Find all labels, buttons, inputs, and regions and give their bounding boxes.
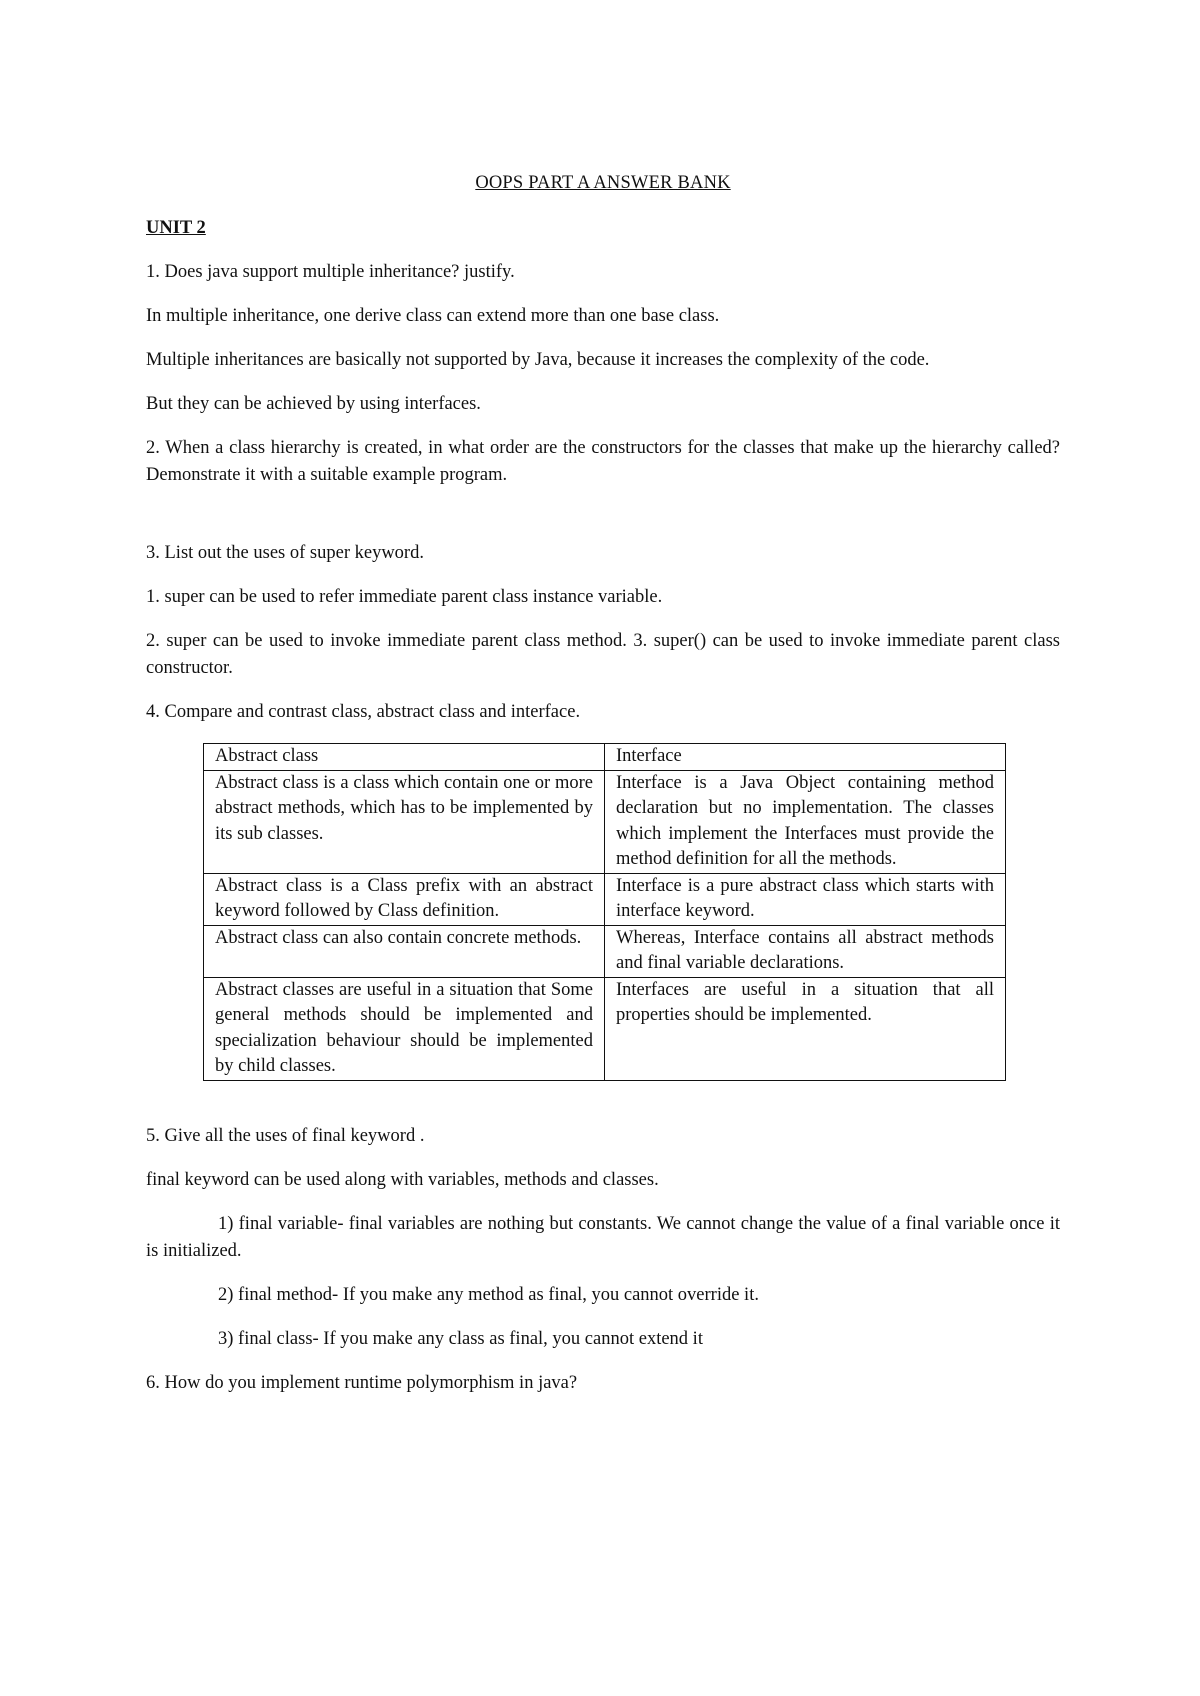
table-cell: Interface is a Java Object containing method declaration but no implementation. The classes which implement the Interfaces must provide the method definition for all the methods. (605, 770, 1006, 873)
question-2: 2. When a class hierarchy is created, in what order are the constructors for the classes that make up the hierarchy called? Demonstrate it with a suitable example program. (146, 438, 1060, 485)
table-header-row (204, 744, 1006, 771)
table-cell: Abstract class is a class which contain one or more abstract methods, which has to be implemented by its sub classes. (204, 770, 605, 873)
table-header-cell: Abstract class (204, 744, 605, 771)
question-4: 4. Compare and contrast class, abstract class and interface. (146, 702, 581, 722)
table-row (204, 770, 1006, 873)
question-5: 5. Give all the uses of final keyword . (146, 1125, 425, 1146)
answer-5-item-3: 3) final class- If you make any class as final, you cannot extend it (218, 1328, 703, 1349)
comparison-table-wrapper (203, 743, 994, 1081)
answer-5-item-2: 2) final method- If you make any method as final, you cannot override it. (218, 1284, 759, 1305)
table-cell: Interfaces are useful in a situation that all properties should be implemented. (605, 977, 1006, 1080)
unit-heading: UNIT 2 (146, 218, 206, 238)
document-body (146, 170, 1060, 1414)
answer-1-line-1: In multiple inheritance, one derive class can extend more than one base class. (146, 306, 720, 326)
comparison-table (203, 743, 1006, 1081)
answer-3-line-1: 1. super can be used to refer immediate parent class instance variable. (146, 587, 663, 607)
answer-1-line-2: Multiple inheritances are basically not supported by Java, because it increases the complexity of the code. (146, 350, 930, 370)
table-header-cell: Interface (605, 744, 1006, 771)
table-row (204, 977, 1006, 1080)
question-6: 6. How do you implement runtime polymorphism in java? (146, 1372, 578, 1393)
table-cell: Whereas, Interface contains all abstract methods and final variable declarations. (605, 925, 1006, 977)
answer-3-line-2: 2. super can be used to invoke immediate parent class method. 3. super() can be used to invoke immediate parent class constructor. (146, 631, 1060, 678)
question-3: 3. List out the uses of super keyword. (146, 543, 424, 563)
answer-1-line-3: But they can be achieved by using interfaces. (146, 394, 481, 414)
answer-5-item-1: 1) final variable- final variables are nothing but constants. We cannot change the value of a final variable once it is initialized. (146, 1213, 1060, 1261)
document-title: OOPS PART A ANSWER BANK (475, 173, 731, 193)
table-cell: Interface is a pure abstract class which starts with interface keyword. (605, 873, 1006, 925)
table-cell: Abstract classes are useful in a situation that Some general methods should be implemented and specialization behaviour should be implemented by child classes. (204, 977, 605, 1080)
table-cell: Abstract class is a Class prefix with an abstract keyword followed by Class definition. (204, 873, 605, 925)
answer-5-intro: final keyword can be used along with variables, methods and classes. (146, 1169, 659, 1190)
table-row (204, 925, 1006, 977)
table-row (204, 873, 1006, 925)
question-1: 1. Does java support multiple inheritance? justify. (146, 262, 515, 282)
table-cell: Abstract class can also contain concrete methods. (204, 925, 605, 977)
blank-space (146, 506, 1060, 540)
